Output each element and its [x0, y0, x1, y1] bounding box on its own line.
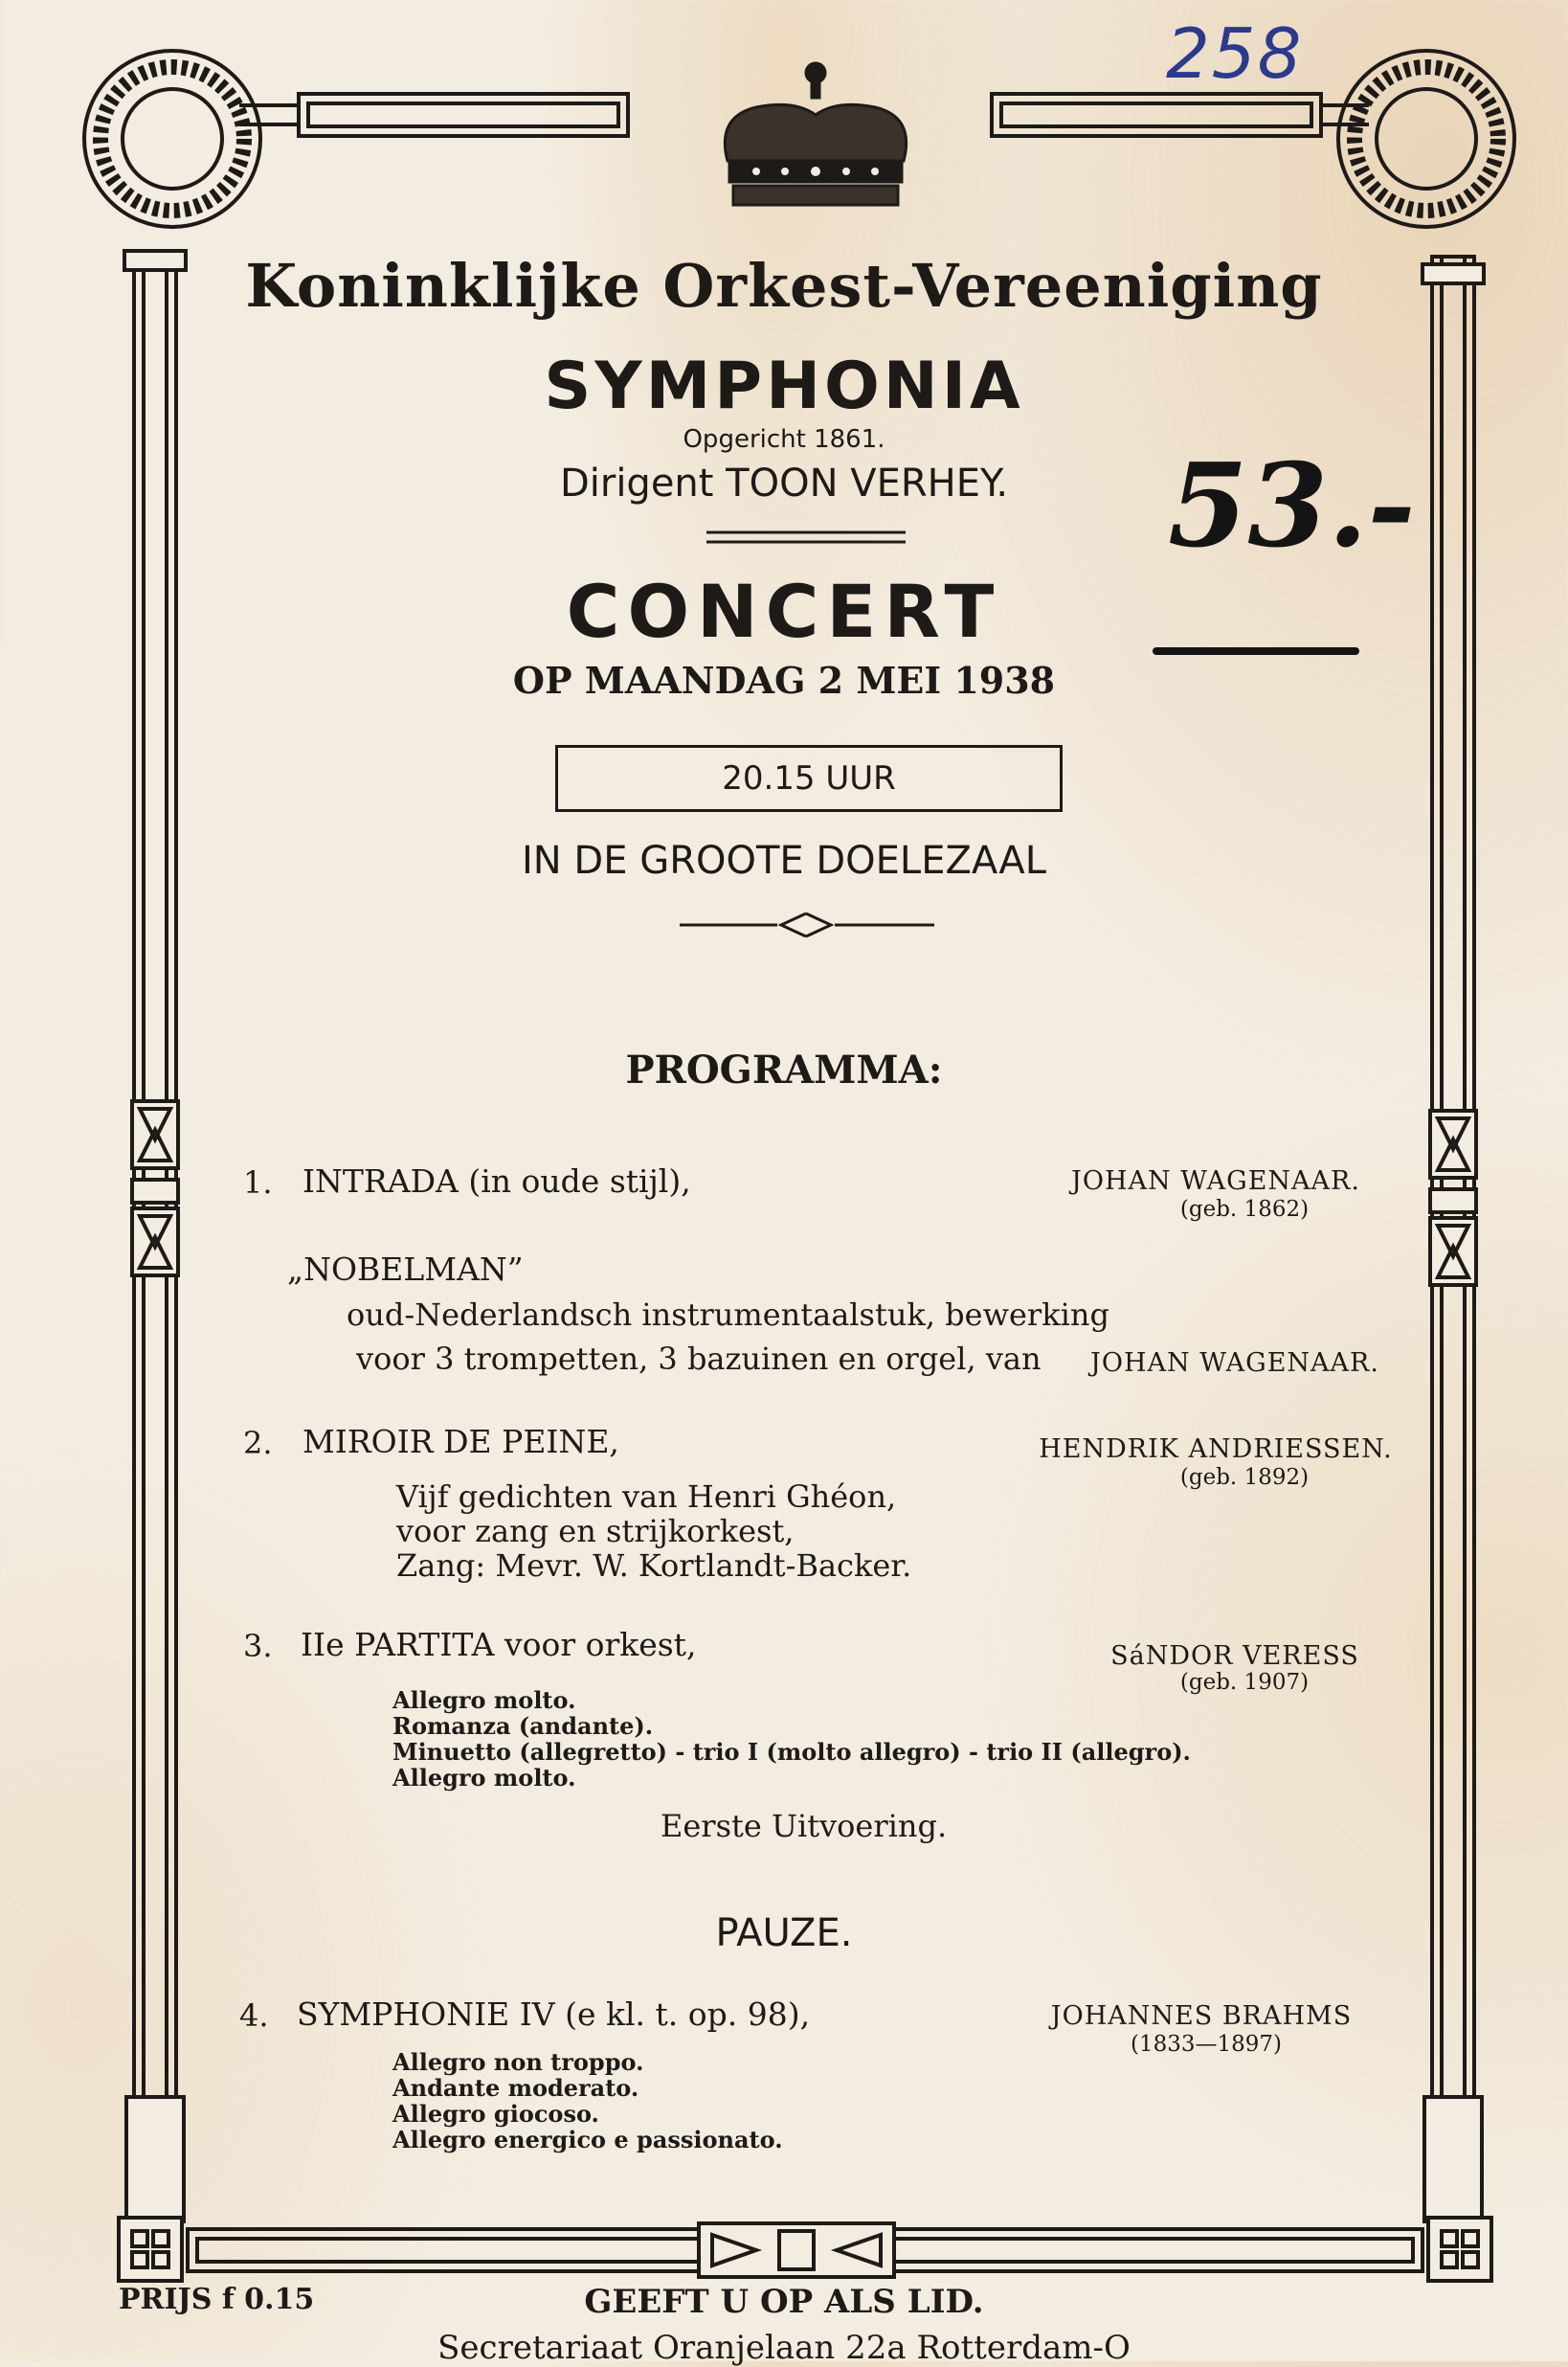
- item-number: 4.: [239, 1997, 269, 2034]
- item-number: 1.: [243, 1164, 273, 1201]
- premiere-note: Eerste Uitvoering.: [661, 1808, 948, 1844]
- item-composer: HENDRIK ANDRIESSEN.: [1039, 1434, 1393, 1464]
- membership-notice: GEEFT U OP ALS LID.: [584, 2283, 984, 2321]
- movement: Minuetto (allegretto) - trio I (molto allegro) - trio II (allegro).: [392, 1738, 1191, 1766]
- archive-number: 258: [1166, 13, 1304, 94]
- item-number: 2.: [243, 1425, 273, 1461]
- movement: Allegro energico e passionato.: [392, 2126, 783, 2153]
- orchestra-name: SYMPHONIA: [544, 349, 1024, 424]
- item-description-line: voor zang en strijkorkest,: [396, 1513, 795, 1549]
- crown-icon: [725, 63, 906, 205]
- item-composer-dates: (geb. 1862): [1179, 1197, 1310, 1222]
- movement: Allegro giocoso.: [392, 2100, 599, 2128]
- movement: Allegro molto.: [392, 1764, 576, 1792]
- handwritten-price: 53.-: [1168, 439, 1416, 574]
- concert-venue: IN DE GROOTE DOELEZAAL: [521, 839, 1047, 883]
- organization-name: Koninklijke Orkest-Vereeniging: [245, 251, 1323, 321]
- corner-ring-top-left: [84, 51, 260, 227]
- item-title: MIROIR DE PEINE,: [302, 1423, 619, 1460]
- concert-time: 20.15 UUR: [555, 745, 1063, 812]
- movement: Andante moderato.: [392, 2074, 639, 2102]
- item-composer: SáNDOR VERESS: [1110, 1641, 1359, 1671]
- concert-date: OP MAANDAG 2 MEI 1938: [512, 659, 1056, 702]
- item-composer-dates: (geb. 1892): [1179, 1465, 1310, 1490]
- secretariat-address: Secretariaat Oranjelaan 22a Rotterdam-O: [437, 2329, 1131, 2367]
- price-line: PRIJS f 0.15: [119, 2283, 315, 2316]
- item-composer: JOHAN WAGENAAR.: [1090, 1348, 1379, 1378]
- conductor-line: Dirigent TOON VERHEY.: [559, 462, 1009, 506]
- item-description-line: oud-Nederlandsch instrumentaalstuk, bewerking: [347, 1296, 1109, 1333]
- item-composer-dates: (geb. 1907): [1179, 1670, 1310, 1695]
- item-composer: JOHAN WAGENAAR.: [1071, 1166, 1360, 1196]
- item-composer-dates: (1833—1897): [1130, 2032, 1282, 2057]
- concert-title: CONCERT: [566, 569, 1002, 654]
- item-title: INTRADA (in oude stijl),: [302, 1162, 691, 1200]
- founded-line: Opgericht 1861.: [683, 425, 885, 454]
- movement: Allegro non troppo.: [392, 2048, 644, 2076]
- item-title: „NOBELMAN”: [287, 1251, 524, 1288]
- item-description-line: voor 3 trompetten, 3 bazuinen en orgel, van: [356, 1341, 1042, 1377]
- intermission: PAUZE.: [715, 1911, 853, 1955]
- item-description-line: Zang: Mevr. W. Kortlandt-Backer.: [396, 1547, 912, 1584]
- item-title: IIe PARTITA voor orkest,: [301, 1626, 697, 1663]
- item-composer: JOHANNES BRAHMS: [1050, 2001, 1353, 2031]
- program-heading: PROGRAMMA:: [625, 1048, 943, 1093]
- item-title: SYMPHONIE IV (e kl. t. op. 98),: [297, 1995, 811, 2033]
- movement: Allegro molto.: [392, 1686, 576, 1714]
- item-description-line: Vijf gedichten van Henri Ghéon,: [396, 1478, 897, 1515]
- movement: Romanza (andante).: [392, 1712, 654, 1740]
- corner-ring-top-right: [1338, 51, 1514, 227]
- item-number: 3.: [243, 1628, 273, 1664]
